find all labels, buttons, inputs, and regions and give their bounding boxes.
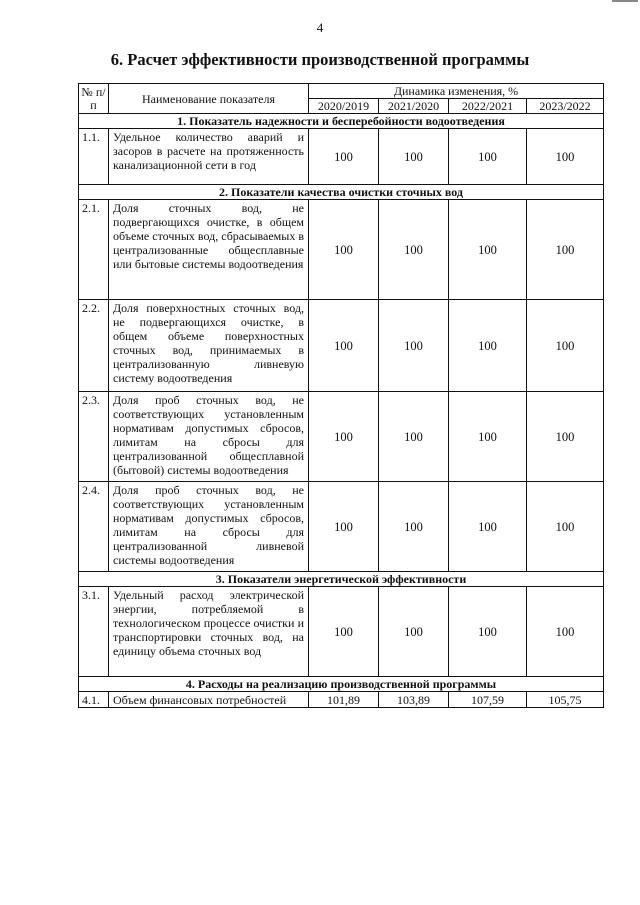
section-title: 3. Показатели энергетической эффективности — [79, 572, 604, 587]
header-dynamics: Динамика изменения, % — [309, 84, 604, 99]
indicator-name: Удельный расход электрической энергии, потребляемой в технологическом процессе очистки и транспортировки сточных вод, на единицу объема сточных вод — [109, 587, 309, 677]
row-number: 3.1. — [79, 587, 109, 677]
value-cell: 100 — [527, 587, 604, 677]
value-cell: 100 — [449, 300, 527, 392]
header-year: 2020/2019 — [309, 99, 379, 114]
value-cell: 100 — [449, 587, 527, 677]
table-row — [79, 692, 604, 708]
value-cell: 101,89 — [309, 692, 379, 708]
page-number: 4 — [316, 20, 324, 35]
header-year: 2021/2020 — [379, 99, 449, 114]
section-row — [79, 185, 604, 200]
indicator-name: Удельное количество аварий и засоров в расчете на протяженность канализационной сети в год — [109, 129, 309, 185]
value-cell: 100 — [527, 129, 604, 185]
header-year: 2023/2022 — [527, 99, 604, 114]
value-cell: 100 — [379, 129, 449, 185]
value-cell: 107,59 — [449, 692, 527, 708]
table-row — [79, 300, 604, 392]
value-cell: 100 — [379, 200, 449, 300]
row-number: 1.1. — [79, 129, 109, 185]
value-cell: 100 — [309, 482, 379, 572]
table-row — [79, 129, 604, 185]
value-cell: 103,89 — [379, 692, 449, 708]
row-number: 4.1. — [79, 692, 109, 708]
row-number: 2.4. — [79, 482, 109, 572]
section-row — [79, 572, 604, 587]
header-number: № п/п — [79, 84, 109, 114]
indicator-name: Доля поверхностных сточных вод, не подвергающихся очистке, в общем объеме поверхностных сточных вод, принимаемых в централизованную ливневую систему водоотведения — [109, 300, 309, 392]
value-cell: 100 — [527, 300, 604, 392]
section-row — [79, 114, 604, 129]
page-title: 6. Расчет эффективности производственной программы — [110, 50, 530, 69]
section-title: 4. Расходы на реализацию производственной программы — [79, 677, 604, 692]
value-cell: 100 — [309, 392, 379, 482]
value-cell: 100 — [379, 392, 449, 482]
header-indicator-name: Наименование показателя — [109, 84, 309, 114]
value-cell: 100 — [309, 129, 379, 185]
value-cell: 100 — [379, 482, 449, 572]
value-cell: 100 — [379, 587, 449, 677]
indicator-name: Доля сточных вод, не подвергающихся очистке, в общем объеме сточных вод, сбрасываемых в централизованные общесплавные или бытовые системы водоотведения — [109, 200, 309, 300]
value-cell: 100 — [527, 200, 604, 300]
indicator-name: Доля проб сточных вод, не соответствующих установленным нормативам допустимых сбросов, лимитам на сбросы для централизованной ливневой системы водоотведения — [109, 482, 309, 572]
value-cell: 100 — [527, 392, 604, 482]
section-row — [79, 677, 604, 692]
value-cell: 100 — [309, 200, 379, 300]
value-cell: 100 — [379, 300, 449, 392]
section-title: 2. Показатели качества очистки сточных вод — [79, 185, 604, 200]
scan-edge-mark — [612, 0, 638, 2]
indicator-name: Доля проб сточных вод, не соответствующих установленным нормативам допустимых сбросов, лимитам на сбросы для централизованной общесплавной (бытовой) системы водоотведения — [109, 392, 309, 482]
value-cell: 100 — [449, 200, 527, 300]
efficiency-table — [78, 83, 604, 708]
table-row — [79, 392, 604, 482]
table-row — [79, 482, 604, 572]
row-number: 2.2. — [79, 300, 109, 392]
value-cell: 100 — [309, 587, 379, 677]
row-number: 2.3. — [79, 392, 109, 482]
value-cell: 100 — [449, 129, 527, 185]
value-cell: 100 — [527, 482, 604, 572]
section-title: 1. Показатель надежности и бесперебойности водоотведения — [79, 114, 604, 129]
value-cell: 100 — [309, 300, 379, 392]
value-cell: 100 — [449, 392, 527, 482]
table-row — [79, 587, 604, 677]
header-year: 2022/2021 — [449, 99, 527, 114]
header-row — [79, 84, 604, 99]
row-number: 2.1. — [79, 200, 109, 300]
indicator-name: Объем финансовых потребностей — [109, 692, 309, 708]
value-cell: 100 — [449, 482, 527, 572]
value-cell: 105,75 — [527, 692, 604, 708]
table-row — [79, 200, 604, 300]
